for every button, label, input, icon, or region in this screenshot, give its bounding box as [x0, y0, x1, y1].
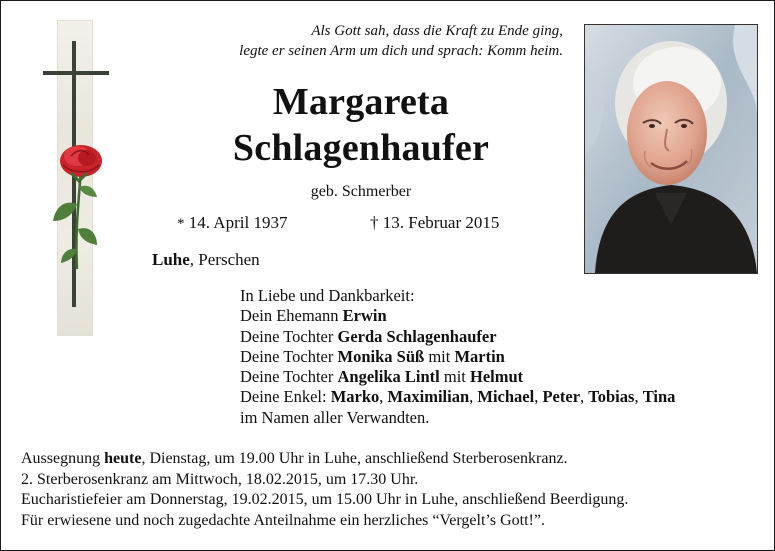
quote-line: Als Gott sah, dass die Kraft zu Ende ging, — [311, 23, 563, 39]
announcement-line: Für erwiesene und noch zugedachte Anteilnahme ein herzliches “Vergelt’s Gott!”. — [21, 511, 545, 529]
death-date — [370, 213, 499, 233]
grandchild-name: Marko — [330, 387, 380, 407]
residence-town: Luhe — [152, 250, 190, 269]
with-text: mit — [424, 346, 455, 366]
daughter-name: Gerda Schlagenhaufer — [337, 326, 497, 346]
with-text: mit — [439, 367, 471, 387]
mourner-daughter — [240, 347, 675, 367]
announcement-text: Aussegnung — [21, 450, 105, 467]
mourner-relation: Deine Enkel: — [240, 387, 331, 407]
birth-date-text: 14. April 1937 — [188, 213, 288, 232]
separator: , — [634, 387, 643, 407]
maiden-name: geb. Schmerber — [310, 183, 412, 200]
announcement-text: , Dienstag, um 19.00 Uhr in Luhe, anschließend Sterberosenkranz. — [141, 450, 568, 467]
mourner-relation: Deine Tochter — [240, 367, 338, 387]
death-date-text: 13. Februar 2015 — [382, 213, 500, 232]
birth-date — [177, 213, 287, 233]
grandchild-name: Tina — [642, 387, 676, 407]
mourner-relation: Dein Ehemann — [240, 306, 343, 326]
grandchild-name: Michael — [477, 387, 535, 407]
mourners-list — [240, 286, 675, 428]
residence-rest: , Perschen — [189, 250, 260, 269]
grandchild-name: Maximilian — [387, 387, 470, 407]
husband-name: Erwin — [342, 306, 387, 326]
grandchild-name: Peter — [542, 387, 581, 407]
death-dagger-icon: † — [370, 213, 379, 232]
daughter-name: Angelika Lintl — [337, 367, 440, 387]
mourner-daughter — [240, 367, 675, 387]
partner-name: Martin — [454, 346, 505, 366]
last-name: Schlagenhaufer — [232, 127, 490, 169]
residence — [152, 250, 260, 270]
deceased-name — [171, 79, 551, 171]
partner-name: Helmut — [470, 367, 524, 387]
mourners-closing: im Namen aller Verwandten. — [240, 407, 430, 427]
portrait-illustration — [585, 25, 757, 273]
memorial-quote — [161, 22, 563, 61]
cross-with-rose-icon — [41, 39, 111, 311]
birth-star-icon: * — [177, 216, 185, 232]
separator: , — [534, 387, 543, 407]
announcement-line: Eucharistiefeier am Donnerstag, 19.02.2015, um 15.00 Uhr in Luhe, anschließend Beerdigung. — [21, 491, 629, 508]
announcement-highlight: heute — [104, 450, 142, 467]
mourner-husband — [240, 306, 675, 326]
mourner-grandchildren — [240, 387, 675, 407]
first-name: Margareta — [272, 81, 450, 123]
separator: , — [469, 387, 478, 407]
mourner-relation: Deine Tochter — [240, 346, 338, 366]
announcement-line: 2. Sterberosenkranz am Mittwoch, 18.02.2015, um 17.30 Uhr. — [21, 470, 419, 488]
grandchild-name: Tobias — [588, 387, 635, 407]
separator: , — [580, 387, 589, 407]
mourner-relation: Deine Tochter — [240, 326, 338, 346]
quote-line: legte er seinen Arm um dich und sprach: Komm heim. — [239, 42, 563, 59]
daughter-name: Monika Süß — [337, 346, 425, 366]
portrait-photo — [584, 24, 758, 274]
mourners-intro: In Liebe und Dankbarkeit: — [240, 286, 415, 305]
separator: , — [379, 387, 388, 407]
announcement-line — [21, 449, 628, 470]
mourner-daughter — [240, 327, 675, 347]
service-announcements — [21, 449, 628, 531]
